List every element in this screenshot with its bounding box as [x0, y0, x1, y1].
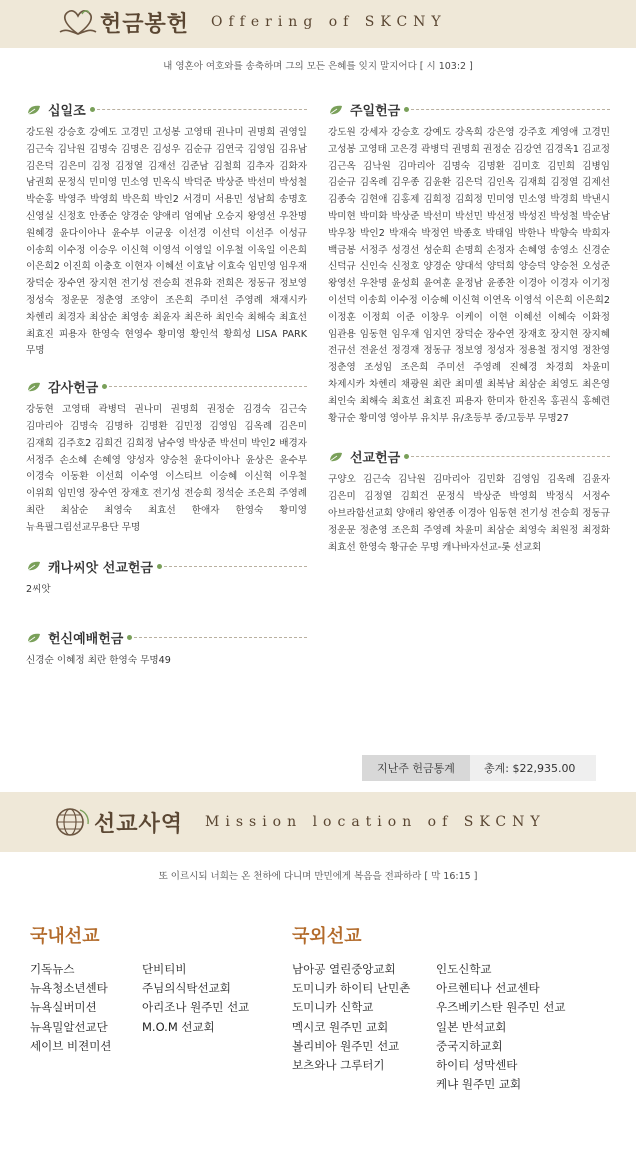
section-divider	[159, 566, 307, 567]
section-divider	[104, 386, 307, 387]
mission-item: 보츠와나 그루터기	[292, 1058, 385, 1073]
heart-hands-icon	[56, 4, 100, 40]
section-names: 신경순 이혜정 최란 한영숙 무명49	[26, 655, 171, 667]
section-divider	[406, 109, 610, 110]
leaf-icon	[328, 451, 344, 463]
section-divider	[129, 637, 307, 638]
mission-item: 뉴욕밀알선교단	[30, 1019, 108, 1034]
mission-item: 인도신학교	[436, 962, 492, 976]
section-title: 선교헌금	[350, 451, 401, 467]
mission-item: 멕시코 원주민 교회	[292, 1019, 389, 1034]
domestic-missions-title: 국내선교	[30, 926, 100, 947]
mission-item: 뉴욕청소년센타	[30, 981, 108, 996]
section-divider	[406, 456, 610, 457]
mission-item: 세이브 비젼미션	[30, 1038, 112, 1053]
section-canada-seed-header	[26, 557, 307, 576]
section-names: 강도원 강승호 강예도 고경민 고성봉 고영태 권나미 권명희 권영일 김근숙 김낙원 김명숙 김명은 김성우 김순규 김연국 김영임 김유남 김은덕 김은미 김정 김정열 김재선 김준남 김철희 김추자 김화자 남권희 문정식 민미영 민소영 민옥식 박덕준 박상준 박선미 박성철 박순홍 박영주 박영희 박은희 박인2 서경미 서용민 성남희 송명호 신영실 신정호 안종순 양경순 양애리 엄예남 오승지 왕영선 우찬명 원혜경 윤다이아나 윤수부 이균웅 이선경 이선덕 이선주 이성규 이송희 이수정 이승우 이신혁 이영석 이영일 이우철 이욱일 이은희 이은희2 이진희 이충호 이현자 이혜선 이효남 이효숙 임민영 임우재 장덕순 장수연 장지현 전기성 전승희 전유화 전희은 정동규 정보영 정성숙 정운문 정춘영 조양이 조은희 주미선 주영례 채재시카 차헨리 최경자 최삼순 최영송 최윤자 최은하 최인숙 최해숙 최효선 최효진 피용자 한영숙 현영수 황미영 황인석 황희성 LISA PARK 무명	[26, 127, 307, 357]
offering-right-column	[328, 100, 610, 556]
section-divider	[92, 109, 307, 110]
section-canada-seed	[26, 557, 307, 599]
mission-item: 아르헨티나 선교센타	[436, 981, 540, 996]
mission-item: 중국지하교회	[436, 1038, 503, 1053]
mission-item: 단비티비	[142, 962, 187, 976]
section-thanks-header	[26, 377, 307, 396]
section-sunday	[328, 100, 610, 427]
globe-icon	[50, 804, 94, 840]
leaf-icon	[26, 632, 42, 644]
mission-item: 하이티 성막센타	[436, 1058, 518, 1073]
mission-item: M.O.M 선교회	[142, 1019, 215, 1034]
offering-verse: 내 영혼아 여호와를 송축하며 그의 모든 은혜를 잊지 말지어다 [ 시 103:2 ]	[163, 61, 473, 72]
mission-item: 남아공 열린중앙교회	[292, 962, 396, 976]
offering-title-english: Offering of SKCNY	[211, 14, 447, 30]
section-tithe	[26, 100, 307, 360]
leaf-icon	[26, 104, 42, 116]
section-title: 캐나씨앗 선교헌금	[48, 560, 153, 576]
mission-item: 케냐 원주민 교회	[436, 1077, 522, 1092]
domestic-missions-list-1	[30, 960, 111, 1056]
section-title: 십일조	[48, 104, 86, 119]
mission-item: 기독뉴스	[30, 962, 75, 976]
mission-item: 볼리비아 원주민 선교	[292, 1038, 400, 1053]
mission-header	[50, 804, 546, 840]
section-dedication-header	[26, 628, 307, 647]
mission-item: 주님의식탁선교회	[142, 981, 231, 996]
mission-item: 아리조나 원주민 선교	[142, 1000, 250, 1015]
section-title: 주일헌금	[350, 104, 401, 119]
section-title: 감사헌금	[48, 381, 99, 397]
section-thanks	[26, 377, 307, 536]
leaf-icon	[26, 560, 42, 572]
offering-title: 헌금봉헌	[100, 11, 190, 37]
section-tithe-header	[26, 100, 307, 119]
mission-item: 일본 반석교회	[436, 1019, 507, 1034]
mission-item: 도미니카 신학교	[292, 1000, 374, 1015]
mission-item: 뉴욕실버미션	[30, 1000, 97, 1015]
stats-total: 총계: $22,935.00	[470, 755, 596, 781]
section-names: 2씨앗	[26, 583, 51, 595]
section-dedication	[26, 628, 307, 670]
leaf-icon	[328, 104, 344, 116]
overseas-missions-title: 국외선교	[292, 926, 362, 947]
section-mission-offering-header	[328, 447, 610, 466]
section-sunday-header	[328, 100, 610, 119]
leaf-icon	[26, 381, 42, 393]
section-mission-offering	[328, 447, 610, 556]
overseas-missions-list-2	[436, 960, 566, 1094]
stats-label: 지난주 헌금통계	[362, 755, 470, 781]
section-names: 구양오 김근숙 김낙원 김마리아 김민화 김영임 김옥례 김윤자 김은미 김정열 김희건 문정식 박상준 박영희 박정식 서정수 아브라함선교회 양애리 왕연종 이경아 임동현 전기성 전승희 정동규 정운문 정춘영 조은희 주영례 차윤미 최삼순 최영숙 최원정 최정화 최효선 한영숙 황규순 무명 캐나바자선교-롯 선교회	[328, 474, 610, 553]
offering-stats	[362, 755, 596, 781]
domestic-missions-list-2	[142, 960, 249, 1037]
offering-left-column	[26, 100, 307, 670]
offering-header	[56, 4, 447, 40]
section-names: 강도원 강세자 강승호 강예도 강옥희 강은영 강주호 계영애 고경민 고성봉 고영태 고은경 곽병덕 권명희 권정순 김강연 김경옥1 김교정 김근옥 김낙원 김마리아 김명숙 김명환 김미호 김민희 김병임 김순규 김옥례 김우종 김윤환 김은덕 김인옥 김재희 김정열 김제선 김종숙 김현애 김홍제 김희정 김희정 민미영 민소영 박경희 박낸시 박미현 박미화 박상준 박선미 박선민 박선정 박성진 박성철 박순남 박우창 박인2 박재숙 박정연 박종호 박태임 박한나 박향숙 박희자 백금봉 서정주 성경선 성순희 손명희 손정자 손혜영 송영소 신경순 신덕규 신인숙 신정호 양경순 양대석 양덕희 양승덕 양승천 오성준 왕영선 우찬명 윤성희 윤여훈 윤정남 윤종찬 이경아 이경자 이기정 이선덕 이송희 이수정 이승혜 이신혁 이연옥 이영석 이은희 이은희2 이정훈 이정희 이준 이창우 이케이 이현 이혜선 이혜숙 이화정 임관용 임동현 임우재 임지연 장덕순 장수연 장재호 장지현 장지혜 전규선 전윤선 정경재 정동규 정보영 정성자 정용철 정지영 정찬영 정춘영 조성임 조은희 주미선 주영례 진혜경 차경희 차윤미 차제시카 차헨리 채광원 최란 최미셸 최복남 최삼순 최영도 최은영 최인숙 최해숙 최효선 최효진 피용자 한미자 한진옥 홍권식 홍혜련 황규순 황미영 영아부 유치부 유/초등부 중/고등부 무명27	[328, 127, 610, 424]
mission-item: 도미니카 하이티 난민촌	[292, 981, 411, 996]
mission-title: 선교사역	[94, 811, 184, 837]
section-names: 강동현 고영태 곽병덕 권나미 권명희 권정순 김경숙 김근숙 김마리아 김명숙 김명하 김명환 김민정 김영임 김옥례 김은미 김재희 김주호2 김희건 김희정 남수영 박상준 박선미 박인2 배경자 서정주 손소혜 손혜영 양성자 양승천 윤다이아나 윤상은 윤수부 이경숙 이동환 이선희 이수영 이스티브 이승혜 이신혁 이우철 이위희 임민영 장수연 장재호 전기성 전승희 정석순 조은희 주영례 최란 최삼순 최영숙 최효선 한애자 한영숙 황미영 뉴욕필그림선교무용단 무명	[26, 404, 307, 533]
overseas-missions-list-1	[292, 960, 410, 1075]
mission-item: 우즈베키스탄 원주민 선교	[436, 1000, 566, 1015]
mission-verse: 또 이르시되 너희는 온 천하에 다니며 만민에게 복음을 전파하라 [ 막 16:15 ]	[158, 871, 478, 882]
mission-title-english: Mission location of SKCNY	[205, 814, 546, 830]
section-title: 헌신예배헌금	[48, 632, 124, 648]
